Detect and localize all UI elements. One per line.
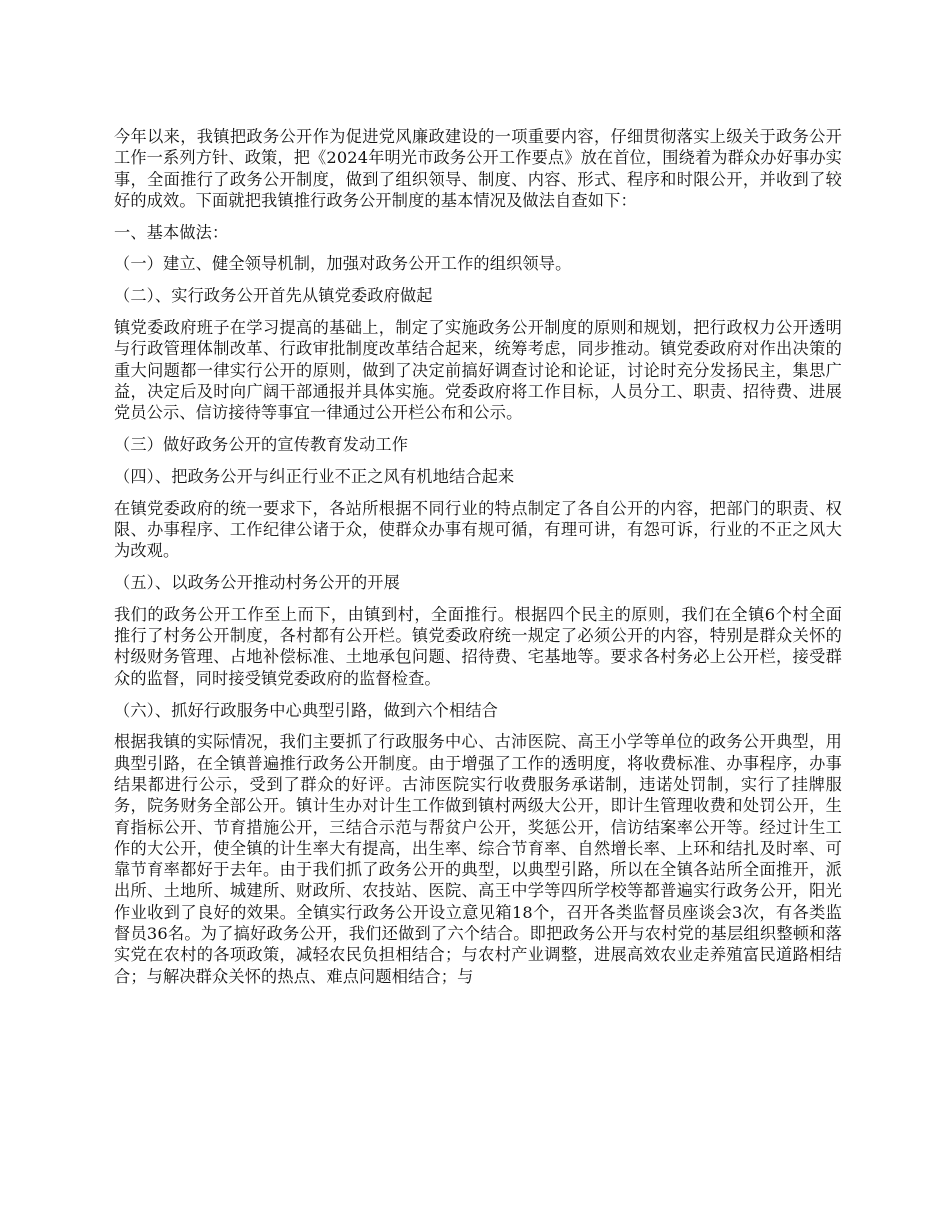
section-heading-basic-practice: 一、基本做法： bbox=[114, 222, 229, 242]
subheading-6: （六）、抓好行政服务中心典型引路，做到六个相结合 bbox=[114, 700, 498, 720]
subheading-3: （三）做好政务公开的宣传教育发动工作 bbox=[114, 435, 409, 455]
subheading-4: （四）、把政务公开与纠正行业不正之风有机地结合起来 bbox=[114, 466, 515, 486]
subheading-1: （一）建立、健全领导机制，加强对政务公开工作的组织领导。 bbox=[114, 254, 572, 274]
subheading-2: （二）、实行政务公开首先从镇党委政府做起 bbox=[114, 286, 433, 306]
body-paragraph-4: 在镇党委政府的统一要求下，各站所根据不同行业的特点制定了各自公开的内容，把部门的职责、权限、办事程序、工作纪律公诸于众，使群众办事有规可循，有理可讲，有怨可诉，行业的不正之风大为改观。 bbox=[114, 498, 842, 561]
body-paragraph-2: 镇党委政府班子在学习提高的基础上，制定了实施政务公开制度的原则和规划，把行政权力公开透明与行政管理体制改革、行政审批制度改革结合起来，统筹考虑，同步推动。镇党委政府对作出决策的重大问题都一律实行公开的原则，做到了决定前搞好调查讨论和论证，讨论时充分发扬民主，集思广益，决定后及时向广阔干部通报并具体实施。党委政府将工作目标，人员分工、职责、招待费、进展党员公示、信访接待等事宜一律通过公开栏公布和公示。 bbox=[114, 318, 842, 423]
body-paragraph-6: 根据我镇的实际情况，我们主要抓了行政服务中心、古沛医院、高王小学等单位的政务公开典型，用典型引路，在全镇普遍推行政务公开制度。由于增强了工作的透明度，将收费标准、办事程序，办事结果都进行公示，受到了群众的好评。古沛医院实行收费服务承诺制，违诺处罚制，实行了挂牌服务，院务财务全部公开。镇计生办对计生工作做到镇村两级大公开，即计生管理收费和处罚公开，生育指标公开、节育措施公开，三结合示范与帮贫户公开，奖惩公开，信访结案率公开等。经过计生工作的大公开，使全镇的计生率大有提高，出生率、综合节育率、自然增长率、上环和结扎及时率、可靠节育率都好于去年。由于我们抓了政务公开的典型，以典型引路，所以在全镇各站所全面推开，派出所、土地所、城建所、财政所、农技站、医院、高王中学等四所学校等都普遍实行政务公开，阳光作业收到了良好的效果。全镇实行政务公开设立意见箱18个，召开各类监督员座谈会3次，有各类监督员36名。为了搞好政务公开，我们还做到了六个结合。即把政务公开与农村党的基层组织整顿和落实党在农村的各项政策，减轻农民负担相结合；与农村产业调整，进展高效农业走养殖富民道路相结合；与解决群众关怀的热点、难点问题相结合；与 bbox=[114, 732, 842, 986]
document-page bbox=[114, 126, 842, 997]
subheading-5: （五）、以政务公开推动村务公开的开展 bbox=[114, 573, 400, 593]
intro-paragraph: 今年以来，我镇把政务公开作为促进党风廉政建设的一项重要内容，仔细贯彻落实上级关于政务公开工作一系列方针、政策，把《2024年明光市政务公开工作要点》放在首位，围绕着为群众办好事办实事，全面推行了政务公开制度，做到了组织领导、制度、内容、形式、程序和时限公开，并收到了较好的成效。下面就把我镇推行政务公开制度的基本情况及做法自查如下： bbox=[114, 127, 842, 210]
body-paragraph-5: 我们的政务公开工作至上而下，由镇到村，全面推行。根据四个民主的原则，我们在全镇6个村全面推行了村务公开制度，各村都有公开栏。镇党委政府统一规定了必须公开的内容，特别是群众关怀的村级财务管理、占地补偿标准、土地承包问题、招待费、宅基地等。要求各村务必上公开栏，接受群众的监督，同时接受镇党委政府的监督检查。 bbox=[114, 604, 842, 688]
